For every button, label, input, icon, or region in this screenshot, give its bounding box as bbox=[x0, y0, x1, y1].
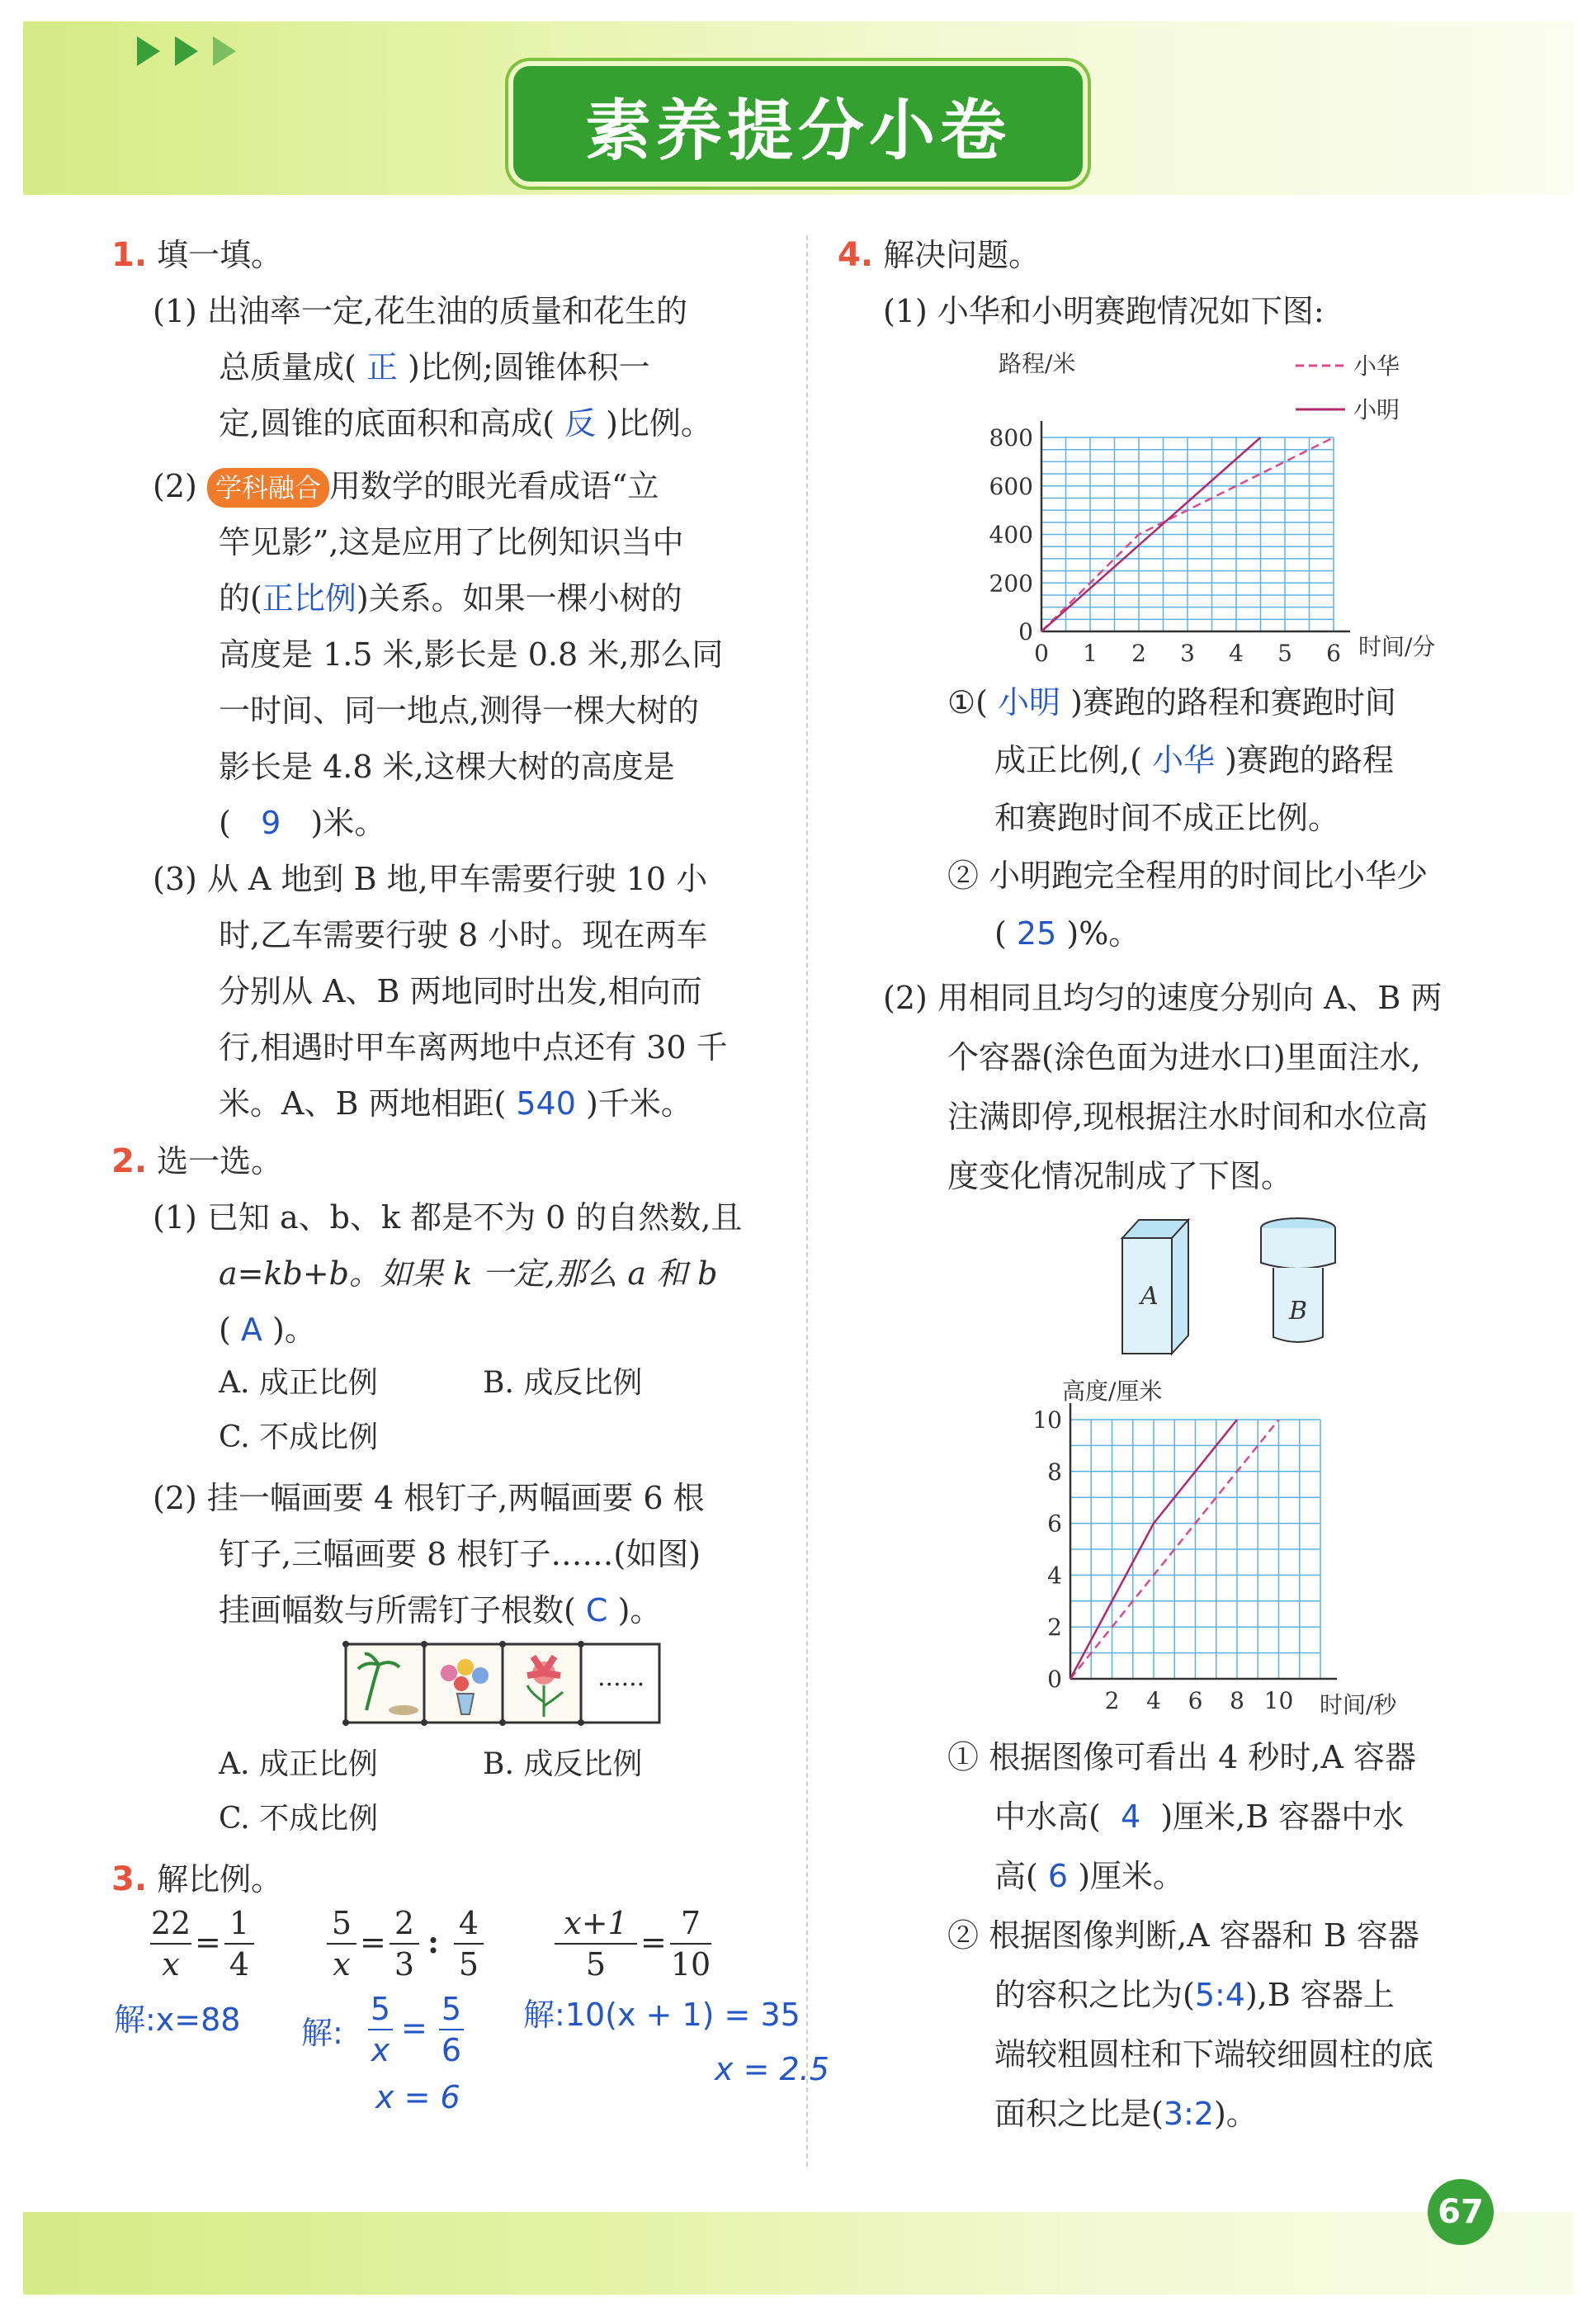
fraction: 2 3 bbox=[390, 1905, 419, 1983]
q1-p1-line: 总质量成( 正 )比例;圆锥体积一 bbox=[219, 349, 650, 385]
q4-c2-q1-line: ① 根据图像可看出 4 秒时,A 容器 bbox=[947, 1739, 1417, 1775]
footer-banner bbox=[23, 2212, 1573, 2295]
q2-p2-line: 钉子,三幅画要 8 根钉子……(如图) bbox=[219, 1536, 701, 1572]
y-axis-label: 路程/米 bbox=[999, 350, 1076, 377]
option-a: A. 成正比例 bbox=[219, 1747, 378, 1781]
q1-p3-line: 时,乙车需要行驶 8 小时。现在两车 bbox=[219, 917, 708, 953]
x-tick-label: 1 bbox=[1083, 640, 1098, 667]
page-number: 67 bbox=[1428, 2179, 1494, 2245]
q1-p2-line: 竿见影”,这是应用了比例知识当中 bbox=[219, 524, 684, 560]
solution-2-prefix: 解: bbox=[301, 2015, 343, 2051]
answer: 540 bbox=[516, 1085, 576, 1122]
y-tick-label: 4 bbox=[1047, 1562, 1062, 1590]
fraction: 5 x bbox=[368, 1991, 393, 2068]
answer: 25 bbox=[1016, 915, 1057, 952]
solution-1: 解:x=88 bbox=[114, 2002, 241, 2038]
fraction: 7 10 bbox=[670, 1905, 711, 1983]
y-tick-label: 200 bbox=[989, 570, 1033, 598]
x-tick-label: 2 bbox=[1131, 640, 1146, 667]
container-a-label: A bbox=[1140, 1282, 1159, 1311]
q4-p2-line: 注满即停,现根据注水时间和水位高 bbox=[947, 1099, 1428, 1135]
q4-c2-q2-line: 面积之比是(3:2)。 bbox=[994, 2096, 1258, 2132]
q1-p2-line: (2) 学科融合 用数学的眼光看成语“立 bbox=[153, 459, 659, 513]
x-tick-label: 5 bbox=[1277, 640, 1292, 667]
q4-p2-line: (2) 用相同且均匀的速度分别向 A、B 两 bbox=[883, 980, 1443, 1016]
subject-tag: 学科融合 bbox=[207, 468, 329, 508]
arrow-icon bbox=[175, 36, 198, 66]
chart-grid bbox=[1070, 1403, 1337, 1679]
q1-p1-line: (1) 出油率一定,花生油的质量和花生的 bbox=[153, 293, 687, 329]
q4-c2-q1-line: 高( 6 )厘米。 bbox=[994, 1858, 1185, 1894]
y-tick-label: 8 bbox=[1047, 1458, 1062, 1486]
q2-p1-line: (1) 已知 a、b、k 都是不为 0 的自然数,且 bbox=[153, 1199, 743, 1236]
option-c: C. 不成比例 bbox=[219, 1802, 379, 1836]
answer: 小华 bbox=[1152, 742, 1216, 778]
solution-3-result: x = 2.5 bbox=[715, 2051, 829, 2087]
fraction: 5 6 bbox=[439, 1991, 464, 2068]
answer: 3:2 bbox=[1163, 2096, 1214, 2132]
x-tick-label: 6 bbox=[1326, 640, 1341, 667]
arrow-icon bbox=[213, 36, 236, 66]
question-2-heading: 2. 选一选。 bbox=[111, 1142, 283, 1180]
y-tick-label: 2 bbox=[1047, 1614, 1062, 1642]
y-tick-label: 400 bbox=[989, 521, 1033, 549]
y-tick-label: 6 bbox=[1047, 1510, 1062, 1538]
race-chart bbox=[982, 338, 1477, 685]
solution-3-line: 解:10(x + 1) = 35 bbox=[523, 1997, 800, 2033]
x-tick-label: 6 bbox=[1188, 1687, 1203, 1714]
answer: 小明 bbox=[998, 684, 1061, 721]
water-level-chart bbox=[1003, 1362, 1465, 1725]
x-tick-label: 2 bbox=[1104, 1687, 1120, 1714]
answer: 正 bbox=[366, 349, 398, 385]
q4-c2-q2-line: ② 根据图像判断,A 容器和 B 容器 bbox=[947, 1917, 1419, 1954]
container-b-label: B bbox=[1289, 1297, 1308, 1326]
x-tick-label: 4 bbox=[1146, 1687, 1161, 1714]
fraction: 1 4 bbox=[224, 1905, 254, 1983]
answer: 正比例 bbox=[262, 580, 357, 617]
q2-p1-line: ( A )。 bbox=[219, 1312, 316, 1348]
fraction: 22 x bbox=[150, 1905, 191, 1983]
q1-p2-line: 影长是 4.8 米,这棵大树的高度是 bbox=[219, 749, 675, 785]
q1-p2-line: ( 9 )米。 bbox=[219, 805, 386, 841]
option-a: A. 成正比例 bbox=[219, 1366, 378, 1400]
answer: 4 bbox=[1121, 1798, 1141, 1835]
arrow-icon bbox=[137, 36, 160, 66]
fraction: 4 5 bbox=[454, 1905, 484, 1983]
q4-c2-q2-line: 的容积之比为(5:4),B 容器上 bbox=[994, 1977, 1395, 2013]
question-1-heading: 1. 填一填。 bbox=[111, 236, 283, 274]
q1-p3-line: 米。A、B 两地相距( 540 )千米。 bbox=[219, 1085, 692, 1122]
q4-c1-q2-line: ( 25 )%。 bbox=[994, 915, 1140, 952]
q1-p2-line: 高度是 1.5 米,影长是 0.8 米,那么同 bbox=[219, 636, 724, 673]
answer: 6 bbox=[1047, 1858, 1069, 1894]
y-tick-label: 600 bbox=[989, 472, 1033, 500]
y-tick-label: 0 bbox=[1047, 1666, 1062, 1693]
answer: 5:4 bbox=[1194, 1977, 1245, 2013]
x-tick-label: 8 bbox=[1230, 1687, 1244, 1714]
y-axis-label: 高度/厘米 bbox=[1062, 1378, 1163, 1405]
q2-p2-line: 挂画幅数与所需钉子根数( C )。 bbox=[219, 1592, 662, 1628]
q4-p2-line: 度变化情况制成了下图。 bbox=[947, 1158, 1293, 1194]
q1-p3-line: (3) 从 A 地到 B 地,甲车需要行驶 10 小 bbox=[153, 861, 708, 897]
x-tick-label: 10 bbox=[1263, 1687, 1294, 1714]
containers-illustration bbox=[1114, 1213, 1353, 1362]
answer: A bbox=[240, 1312, 262, 1348]
equals-sign: = bbox=[360, 1924, 386, 1960]
q4-c1-q2-line: ② 小明跑完全程用的时间比小华少 bbox=[947, 858, 1428, 894]
q1-p1-line: 定,圆锥的底面积和高成( 反 )比例。 bbox=[219, 405, 712, 442]
x-tick-label: 0 bbox=[1034, 640, 1049, 667]
q4-p1-line: (1) 小华和小明赛跑情况如下图: bbox=[883, 293, 1324, 329]
y-tick-label: 0 bbox=[1018, 618, 1033, 645]
option-c: C. 不成比例 bbox=[219, 1420, 379, 1454]
q1-p3-line: 分别从 A、B 两地同时出发,相向而 bbox=[219, 973, 702, 1009]
x-tick-label: 3 bbox=[1180, 640, 1195, 667]
q4-p2-line: 个容器(涂色面为进水口)里面注水, bbox=[947, 1039, 1421, 1075]
q4-c2-q2-line: 端较粗圆柱和下端较细圆柱的底 bbox=[994, 2036, 1434, 2073]
fraction: x+1 5 bbox=[555, 1905, 637, 1983]
fraction: 5 x bbox=[327, 1905, 357, 1983]
q2-p1-line: a=kb+b。如果 k 一定,那么 a 和 b bbox=[219, 1255, 718, 1292]
y-tick-label: 10 bbox=[1032, 1406, 1062, 1434]
x-axis-label: 时间/秒 bbox=[1320, 1691, 1397, 1718]
legend-label: 小明 bbox=[1353, 396, 1400, 423]
option-b: B. 成反比例 bbox=[483, 1366, 643, 1400]
q4-c2-q1-line: 中水高( 4 )厘米,B 容器中水 bbox=[994, 1798, 1405, 1835]
ellipsis: ...... bbox=[597, 1663, 645, 1692]
page-title: 素养提分小卷 bbox=[585, 92, 1011, 169]
q4-c1-q1-line: 和赛跑时间不成正比例。 bbox=[994, 800, 1340, 836]
question-4-heading: 4. 解决问题。 bbox=[838, 236, 1041, 274]
column-divider bbox=[806, 235, 808, 2167]
y-tick-label: 800 bbox=[989, 424, 1033, 451]
equals-sign: = bbox=[401, 2010, 427, 2046]
ratio-colon: : bbox=[427, 1923, 440, 1960]
q1-p2-line: 的(正比例)关系。如果一棵小树的 bbox=[219, 580, 682, 617]
x-tick-label: 4 bbox=[1229, 640, 1244, 667]
answer: 反 bbox=[564, 405, 597, 442]
answer: C bbox=[585, 1592, 608, 1628]
option-b: B. 成反比例 bbox=[483, 1747, 643, 1781]
equals-sign: = bbox=[640, 1924, 667, 1960]
answer: 9 bbox=[261, 805, 281, 841]
x-axis-label: 时间/分 bbox=[1358, 633, 1436, 660]
solution-2-result: x = 6 bbox=[375, 2079, 460, 2115]
q4-c1-q1-line: ①( 小明 )赛跑的路程和赛跑时间 bbox=[947, 684, 1396, 721]
q4-c1-q1-line: 成正比例,( 小华 )赛跑的路程 bbox=[994, 742, 1394, 778]
q2-p2-line: (2) 挂一幅画要 4 根钉子,两幅画要 6 根 bbox=[153, 1480, 705, 1516]
equals-sign: = bbox=[195, 1924, 221, 1960]
q1-p2-line: 一时间、同一地点,测得一棵大树的 bbox=[219, 692, 700, 729]
question-3-heading: 3. 解比例。 bbox=[111, 1860, 283, 1898]
legend-label: 小华 bbox=[1353, 352, 1400, 380]
q1-p3-line: 行,相遇时甲车离两地中点还有 30 千 bbox=[219, 1029, 728, 1066]
chart-ticks bbox=[1032, 1406, 1293, 1714]
